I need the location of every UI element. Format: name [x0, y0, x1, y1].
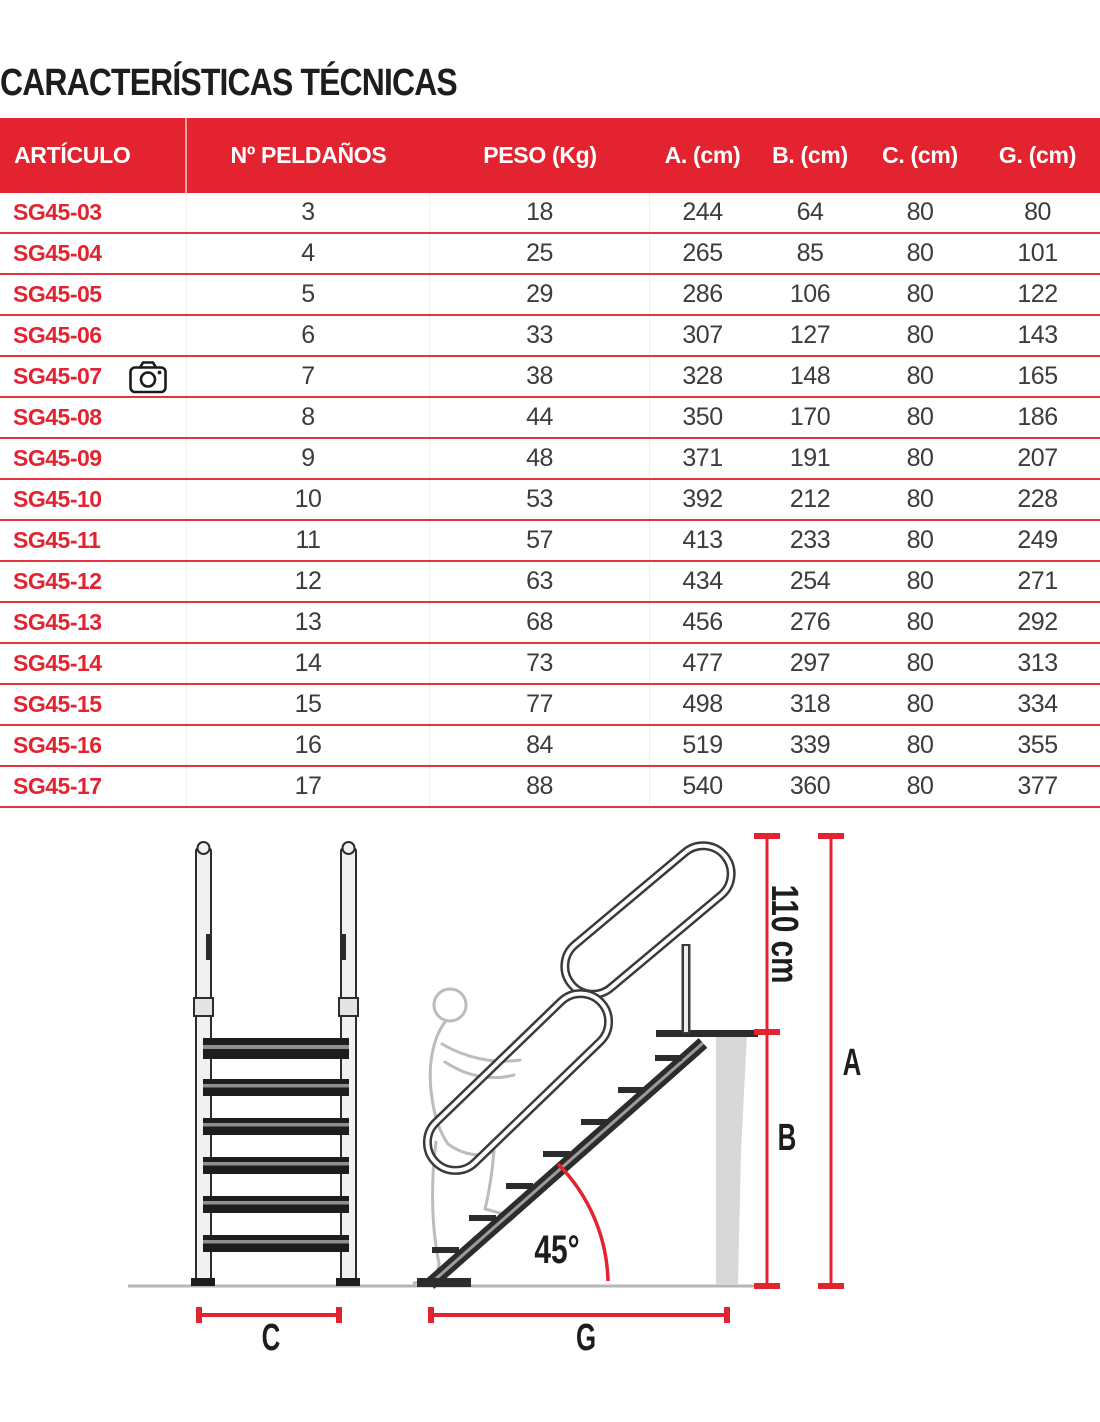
cell-peldanos: 14	[187, 644, 430, 683]
cell-peldanos: 16	[187, 726, 430, 765]
cell-b-cm: 339	[789, 731, 831, 759]
article-code: SG45-10	[13, 486, 102, 512]
cell-c-cm: 80	[906, 485, 934, 513]
cell-b-cm: 276	[789, 608, 831, 636]
cell-articulo	[0, 275, 187, 314]
front-view-ladder	[191, 842, 360, 1286]
cell-a-cm: 477	[682, 649, 723, 677]
cell-c-cm: 80	[906, 526, 934, 554]
article-code: SG45-11	[13, 527, 101, 553]
cell-a-cm: 265	[682, 239, 723, 267]
label-dim-b: B	[777, 1116, 797, 1159]
cell-b-cm: 297	[789, 649, 831, 677]
cell-peso: 68	[430, 603, 650, 642]
cell-articulo	[0, 562, 187, 601]
article-code: SG45-14	[13, 650, 102, 676]
table-header	[0, 118, 1100, 193]
cell-peldanos: 7	[187, 357, 430, 396]
cell-c-cm: 80	[906, 608, 934, 636]
cell-a-cm: 434	[682, 567, 723, 595]
cell-articulo	[0, 644, 187, 683]
column-header-peso: PESO (Kg)	[483, 142, 597, 168]
handrail-lower-loop	[416, 982, 620, 1182]
cell-peldanos: 8	[187, 398, 430, 437]
cell-a-cm: 328	[682, 362, 723, 390]
cell-g-cm: 207	[1017, 444, 1058, 472]
cell-peso: 29	[430, 275, 650, 314]
cell-b-cm: 148	[789, 362, 831, 390]
cell-a-cm: 286	[682, 280, 723, 308]
cell-b-cm: 212	[789, 485, 831, 513]
table-row	[0, 603, 1100, 644]
cell-a-cm: 498	[682, 690, 723, 718]
cell-c-cm: 80	[906, 403, 934, 431]
label-110cm: 110 cm	[763, 884, 806, 984]
cell-peldanos: 6	[187, 316, 430, 355]
cell-g-cm: 80	[1024, 198, 1051, 226]
cell-peso: 88	[430, 767, 650, 806]
table-row	[0, 562, 1100, 603]
article-code: SG45-07	[13, 363, 102, 389]
cell-c-cm: 80	[906, 772, 934, 800]
label-angle-45: 45°	[534, 1227, 580, 1273]
cell-g-cm: 292	[1017, 608, 1058, 636]
cell-articulo	[0, 193, 187, 232]
cell-g-cm: 228	[1017, 485, 1058, 513]
cell-articulo	[0, 521, 187, 560]
cell-articulo	[0, 480, 187, 519]
front-view-steps	[203, 1038, 349, 1252]
column-header-a-cm: A. (cm)	[664, 142, 741, 168]
article-code: SG45-09	[13, 445, 102, 471]
cell-peldanos: 10	[187, 480, 430, 519]
cell-g-cm: 122	[1017, 280, 1058, 308]
wall-shape	[716, 1034, 747, 1285]
cell-peldanos: 5	[187, 275, 430, 314]
cell-c-cm: 80	[906, 567, 934, 595]
table-row	[0, 398, 1100, 439]
article-code: SG45-16	[13, 732, 102, 758]
article-code: SG45-17	[13, 773, 102, 799]
table-row	[0, 234, 1100, 275]
cell-b-cm: 318	[789, 690, 831, 718]
cell-peldanos: 12	[187, 562, 430, 601]
cell-b-cm: 191	[789, 444, 831, 472]
cell-articulo	[0, 398, 187, 437]
article-code: SG45-08	[13, 404, 102, 430]
cell-articulo	[0, 316, 187, 355]
cell-peso: 44	[430, 398, 650, 437]
cell-c-cm: 80	[906, 731, 934, 759]
cell-b-cm: 85	[796, 239, 824, 267]
column-header-g-cm: G. (cm)	[998, 142, 1077, 168]
cell-peso: 84	[430, 726, 650, 765]
cell-g-cm: 377	[1017, 772, 1058, 800]
table-row	[0, 767, 1100, 808]
cell-c-cm: 80	[906, 444, 934, 472]
cell-a-cm: 456	[682, 608, 723, 636]
table-body	[0, 193, 1100, 808]
cell-b-cm: 64	[796, 198, 824, 226]
cell-peldanos: 3	[187, 193, 430, 232]
cell-peso: 57	[430, 521, 650, 560]
cell-peso: 25	[430, 234, 650, 273]
cell-a-cm: 540	[682, 772, 723, 800]
column-header-b-cm: B. (cm)	[772, 142, 848, 168]
handrail-upper-loop	[553, 834, 742, 1005]
cell-a-cm: 371	[682, 444, 723, 472]
cell-peso: 18	[430, 193, 650, 232]
cell-articulo	[0, 439, 187, 478]
cell-a-cm: 307	[682, 321, 723, 349]
article-code: SG45-04	[13, 240, 102, 266]
cell-peldanos: 11	[187, 521, 430, 560]
cell-c-cm: 80	[906, 690, 934, 718]
cell-peldanos: 15	[187, 685, 430, 724]
technical-diagram	[0, 812, 1100, 1422]
cell-g-cm: 186	[1017, 403, 1058, 431]
cell-a-cm: 244	[682, 198, 723, 226]
cell-g-cm: 334	[1017, 690, 1058, 718]
cell-a-cm: 519	[682, 731, 723, 759]
cell-peldanos: 17	[187, 767, 430, 806]
table-row	[0, 726, 1100, 767]
cell-b-cm: 170	[789, 403, 831, 431]
article-code: SG45-15	[13, 691, 102, 717]
cell-b-cm: 360	[789, 772, 831, 800]
cell-a-cm: 392	[682, 485, 723, 513]
article-code: SG45-13	[13, 609, 102, 635]
article-code: SG45-12	[13, 568, 102, 594]
table-row	[0, 521, 1100, 562]
cell-g-cm: 313	[1017, 649, 1058, 677]
table-row	[0, 193, 1100, 234]
cell-articulo	[0, 726, 187, 765]
camera-icon[interactable]	[128, 360, 168, 394]
cell-g-cm: 101	[1017, 239, 1058, 267]
cell-peso: 53	[430, 480, 650, 519]
cell-g-cm: 249	[1017, 526, 1058, 554]
table-row	[0, 685, 1100, 726]
table-row	[0, 316, 1100, 357]
article-code: SG45-06	[13, 322, 102, 348]
cell-articulo	[0, 357, 187, 396]
cell-b-cm: 106	[789, 280, 831, 308]
table-row	[0, 439, 1100, 480]
cell-a-cm: 350	[682, 403, 723, 431]
cell-peldanos: 9	[187, 439, 430, 478]
table-row	[0, 275, 1100, 316]
cell-c-cm: 80	[906, 321, 934, 349]
label-dim-c: C	[261, 1316, 281, 1359]
column-header-articulo: ARTÍCULO	[0, 118, 187, 193]
cell-g-cm: 143	[1017, 321, 1058, 349]
cell-peso: 33	[430, 316, 650, 355]
page-title: CARACTERÍSTICAS TÉCNICAS	[0, 62, 457, 104]
cell-peso: 77	[430, 685, 650, 724]
cell-c-cm: 80	[906, 198, 934, 226]
cell-peso: 38	[430, 357, 650, 396]
cell-peso: 48	[430, 439, 650, 478]
table-row	[0, 357, 1100, 398]
cell-c-cm: 80	[906, 362, 934, 390]
cell-b-cm: 233	[789, 526, 831, 554]
cell-c-cm: 80	[906, 649, 934, 677]
cell-articulo	[0, 234, 187, 273]
cell-peso: 63	[430, 562, 650, 601]
cell-peldanos: 4	[187, 234, 430, 273]
cell-articulo	[0, 603, 187, 642]
label-dim-g: G	[575, 1316, 597, 1359]
cell-g-cm: 355	[1017, 731, 1058, 759]
cell-a-cm: 413	[682, 526, 723, 554]
cell-articulo	[0, 767, 187, 806]
article-code: SG45-05	[13, 281, 102, 307]
cell-articulo	[0, 685, 187, 724]
article-code: SG45-03	[13, 199, 102, 225]
cell-c-cm: 80	[906, 280, 934, 308]
table-row	[0, 480, 1100, 521]
cell-b-cm: 254	[789, 567, 831, 595]
column-header-c-cm: C. (cm)	[882, 142, 958, 168]
cell-peso: 73	[430, 644, 650, 683]
cell-c-cm: 80	[906, 239, 934, 267]
cell-b-cm: 127	[789, 321, 831, 349]
cell-peldanos: 13	[187, 603, 430, 642]
cell-g-cm: 271	[1017, 567, 1058, 595]
label-dim-a: A	[842, 1041, 862, 1084]
spec-table	[0, 118, 1100, 808]
cell-g-cm: 165	[1017, 362, 1058, 390]
side-view-ladder	[414, 834, 758, 1287]
table-row	[0, 644, 1100, 685]
column-header-peldanos: Nº PELDAÑOS	[230, 142, 387, 168]
